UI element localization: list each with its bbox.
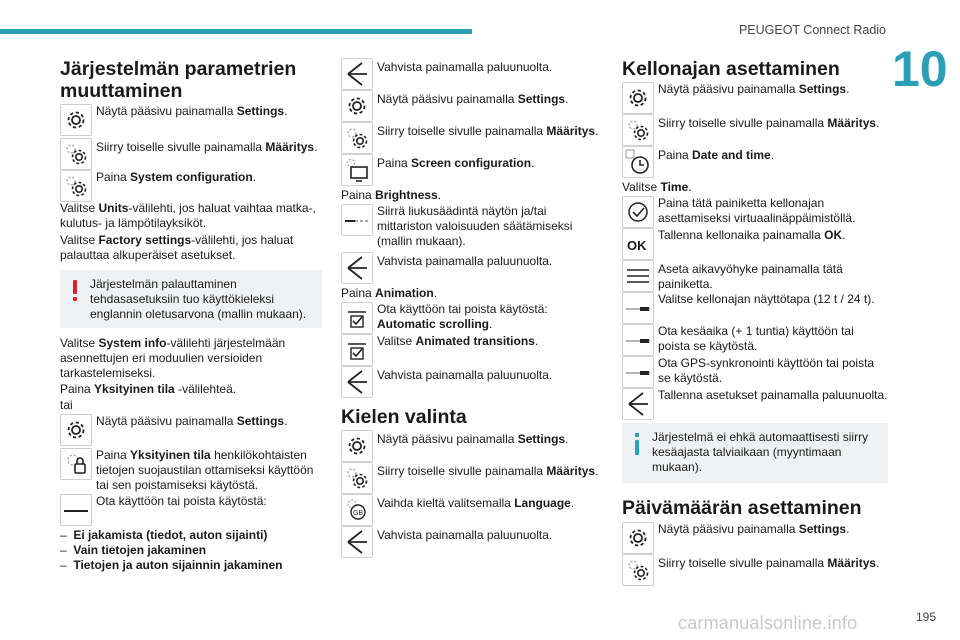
paragraph-animation: Paina Animation. bbox=[341, 286, 438, 300]
top-accent-bar bbox=[0, 29, 472, 34]
step-summer-time: Ota kesäaika (+ 1 tuntia) käyttöön tai poista se käytöstä. bbox=[622, 324, 888, 358]
step-show-home-2: Näytä pääsivu painamalla Settings. bbox=[60, 414, 322, 448]
step-show-home: Näytä pääsivu painamalla Settings. bbox=[622, 522, 888, 556]
step-next-page: Siirry toiselle sivulle painamalla Määritys. bbox=[622, 114, 888, 148]
paragraph-system-info: Valitse System info-välilehti järjestelmään asennettujen eri moduulien versioiden tarkastelemiseksi. bbox=[60, 336, 286, 380]
warning-exclamation-icon bbox=[72, 280, 78, 302]
back-arrow-icon bbox=[622, 388, 654, 420]
settings-page2-icon bbox=[341, 462, 373, 494]
step-gps-sync: Ota GPS-synkronointi käyttöön tai poista se käytöstä. bbox=[622, 356, 888, 390]
ok-button-icon: OK bbox=[622, 228, 654, 260]
section-heading-date: Päivämäärän asettaminen bbox=[622, 497, 862, 519]
step-save-back: Tallenna asetukset painamalla paluunuolta. bbox=[622, 388, 888, 422]
step-virtual-keyboard: Paina tätä painiketta kellonajan asettamiseksi virtuaalinäppäimistöllä. bbox=[622, 196, 888, 230]
step-confirm-back-3: Vahvista painamalla paluunuolta. bbox=[341, 366, 605, 400]
settings-gear-icon bbox=[60, 104, 92, 136]
back-arrow-icon bbox=[341, 252, 373, 284]
back-arrow-icon bbox=[341, 58, 373, 90]
paragraph-or: tai bbox=[60, 398, 73, 412]
settings-page2-icon bbox=[341, 122, 373, 154]
toggle-bar-icon bbox=[60, 494, 92, 526]
toggle-switch-icon bbox=[622, 356, 654, 388]
step-show-home: Näytä pääsivu painamalla Settings. bbox=[622, 82, 888, 116]
paragraph-brightness: Paina Brightness. bbox=[341, 188, 442, 202]
step-system-configuration: Paina System configuration. bbox=[60, 170, 322, 204]
paragraph-factory-settings: Valitse Factory settings-välilehti, jos haluat palauttaa alkuperäiset asetukset. bbox=[60, 233, 294, 262]
settings-page2-icon bbox=[60, 170, 92, 202]
checkbox-icon bbox=[341, 334, 373, 366]
step-enable-disable: Ota käyttöön tai poista käytöstä: bbox=[60, 494, 322, 526]
gb-label: GB bbox=[352, 510, 364, 517]
list-item: – Tietojen ja auton sijainnin jakaminen bbox=[60, 558, 283, 572]
toggle-switch-icon bbox=[622, 324, 654, 356]
step-save-ok: OK Tallenna kellonaika painamalla OK. bbox=[622, 228, 888, 262]
step-next-page: Siirry toiselle sivulle painamalla Määritys. bbox=[60, 138, 322, 172]
info-i-icon bbox=[634, 433, 640, 455]
settings-gear-icon bbox=[622, 82, 654, 114]
section-heading-system-parameters: Järjestelmän parametrien muuttaminen bbox=[60, 58, 297, 102]
step-confirm-back-4: Vahvista painamalla paluunuolta. bbox=[341, 526, 605, 560]
checkbox-icon bbox=[341, 302, 373, 334]
paragraph-units: Valitse Units-välilehti, jos haluat vaihtaa matka-, kulutus- ja lämpötilayksiköt. bbox=[60, 201, 316, 230]
warning-note: Järjestelmän palauttaminen tehdasasetuksiin tuo käyttökieleksi englannin oletusarvona (mallin mukaan). bbox=[60, 270, 322, 328]
step-confirm-back: Vahvista painamalla paluunuolta. bbox=[341, 58, 605, 92]
step-next-page: Siirry toiselle sivulle painamalla Määritys. bbox=[622, 554, 888, 588]
language-flag-icon bbox=[341, 494, 373, 526]
step-automatic-scrolling: Ota käyttöön tai poista käytöstä: Automatic scrolling. bbox=[341, 302, 605, 334]
step-date-time: Paina Date and time. bbox=[622, 146, 888, 180]
step-screen-configuration: Paina Screen configuration. bbox=[341, 154, 605, 188]
back-arrow-icon bbox=[341, 366, 373, 398]
settings-page2-icon bbox=[622, 554, 654, 586]
step-next-page: Siirry toiselle sivulle painamalla Määritys. bbox=[341, 462, 605, 496]
sharing-options-list bbox=[60, 528, 322, 573]
clock-calendar-icon bbox=[622, 146, 654, 178]
running-header: PEUGEOT Connect Radio bbox=[738, 23, 886, 37]
settings-gear-icon bbox=[341, 90, 373, 122]
watermark: carmanualsonline.info bbox=[678, 613, 858, 633]
info-note: Järjestelmä ei ehkä automaattisesti siirry kesäajasta talviaikaan (myyntimaan mukaan). bbox=[622, 423, 888, 483]
step-private-mode: Paina Yksityinen tila henkilökohtaisten tietojen suojaustilan ottamiseksi käyttöön tai sen poistamiseksi käytöstä. bbox=[60, 448, 322, 488]
page-number: 195 bbox=[916, 610, 937, 624]
list-item: – Vain tietojen jakaminen bbox=[60, 543, 207, 557]
edit-check-icon bbox=[622, 196, 654, 228]
step-language: GB Vaihda kieltä valitsemalla Language. bbox=[341, 494, 605, 528]
section-heading-time: Kellonajan asettaminen bbox=[622, 58, 840, 80]
settings-gear-icon bbox=[622, 522, 654, 554]
step-show-home: Näytä pääsivu painamalla Settings. bbox=[341, 90, 605, 124]
list-item: – Ei jakamista (tiedot, auton sijainti) bbox=[60, 528, 268, 542]
step-show-home: Näytä pääsivu painamalla Settings. bbox=[341, 430, 605, 464]
paragraph-time: Valitse Time. bbox=[622, 180, 692, 194]
chapter-number: 10 bbox=[892, 41, 948, 97]
step-timezone: Aseta aikavyöhyke painamalla tätä painiketta. bbox=[622, 260, 888, 294]
step-next-page: Siirry toiselle sivulle painamalla Määritys. bbox=[341, 122, 605, 156]
step-brightness-slider: Siirrä liukusäädintä näytön ja/tai mittariston valoisuuden säätämiseksi (mallin mukaan). bbox=[341, 204, 605, 252]
slider-icon bbox=[341, 204, 373, 236]
step-confirm-back-2: Vahvista painamalla paluunuolta. bbox=[341, 252, 605, 286]
settings-page2-icon bbox=[60, 138, 92, 170]
toggle-switch-icon bbox=[622, 292, 654, 324]
privacy-lock-icon bbox=[60, 448, 92, 480]
step-time-format: Valitse kellonajan näyttötapa (12 t / 24 t). bbox=[622, 292, 888, 324]
list-menu-icon bbox=[622, 260, 654, 292]
step-animated-transitions: Valitse Animated transitions. bbox=[341, 334, 605, 368]
settings-gear-icon bbox=[60, 414, 92, 446]
settings-page2-icon bbox=[622, 114, 654, 146]
screen-config-icon bbox=[341, 154, 373, 186]
paragraph-private-mode: Paina Yksityinen tila -välilehteä. bbox=[60, 382, 237, 396]
back-arrow-icon bbox=[341, 526, 373, 558]
settings-gear-icon bbox=[341, 430, 373, 462]
section-heading-language: Kielen valinta bbox=[341, 406, 467, 428]
step-show-home: Näytä pääsivu painamalla Settings. bbox=[60, 104, 322, 138]
